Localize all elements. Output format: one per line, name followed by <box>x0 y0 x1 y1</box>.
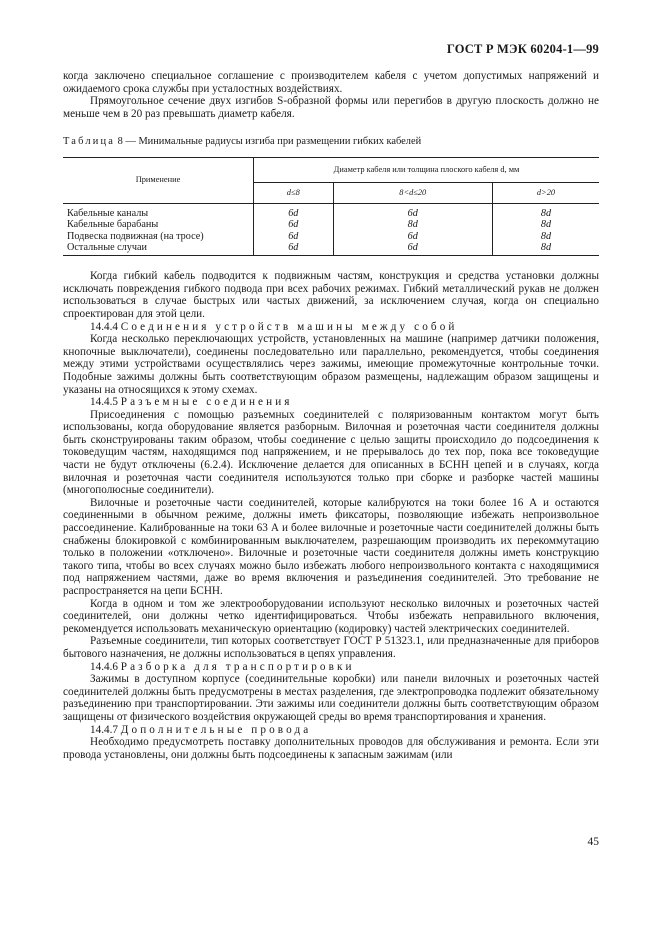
page-number: 45 <box>587 836 599 848</box>
table-cell: 8d <box>492 203 599 219</box>
paragraph: Когда в одном и том же электрооборудовании используют несколько вилочных и розеточных частей соединителей, они должны четко идентифицироваться. Чтобы избежать неправильного включения, рекомендуется использовать механическую ориентацию (кодировку) частей электрических соединителей. <box>63 597 599 635</box>
column-header-application: Применение <box>63 157 254 203</box>
table-cell: 6d <box>333 203 492 219</box>
section-number: 14.4.6 <box>90 660 118 673</box>
subcolumn-header: d>20 <box>492 182 599 203</box>
subcolumn-header: d≤8 <box>254 182 334 203</box>
table-row <box>63 203 599 219</box>
paragraph: Когда несколько переключающих устройств, установленных на машине (например датчики положения, кнопочные выключатели), соединены последовательно или параллельно, рекомендуется, чтобы соединения между этими устройствами осуществлялись через зажимы, имеющие промежуточные контрольные точки. Подобные зажимы должны быть соответствующим образом размещены, надлежащим образом защищены и указаны на относящихся к этому схемах. <box>63 333 599 396</box>
section-number: 14.4.7 <box>90 723 118 736</box>
table-row <box>63 219 599 230</box>
table-row <box>63 242 599 256</box>
paragraph: Зажимы в доступном корпусе (соединительные коробки) или панели вилочных и розеточных частей соединителей должны быть предусмотрены в местах разделения, где электропроводка подлежит обязательному разъединению при транспортировании. Эти зажимы или соединители должны быть соответствующим образом защищены от физического воздействия окружающей среды во время транспортирования и хранения. <box>63 673 599 723</box>
row-label: Кабельные барабаны <box>67 219 159 231</box>
section-number: 14.4.4 <box>90 320 118 333</box>
section-title: Разборка для транспортировки <box>120 660 355 673</box>
paragraph: Разъемные соединители, тип которых соответствует ГОСТ Р 51323.1, или предназначенные для приборов бытового назначения, не должны использоваться в цепях управления. <box>63 635 599 660</box>
table-caption-text: 8 — Минимальные радиусы изгиба при размещении гибких кабелей <box>117 136 422 148</box>
column-header-diameter: Диаметр кабеля или толщина плоского кабеля d, мм <box>254 157 600 182</box>
page-body <box>63 70 599 761</box>
table-row <box>63 231 599 242</box>
row-label: Остальные случаи <box>63 242 254 256</box>
section-heading <box>63 321 599 334</box>
section-title: Соединения устройств машины между собой <box>120 320 458 333</box>
table-cell: 6d <box>254 219 334 230</box>
table-cell: 8d <box>492 219 599 230</box>
table-caption <box>63 136 599 149</box>
table-caption-label: Таблица <box>63 136 116 148</box>
subcolumn-header: 8<d≤20 <box>333 182 492 203</box>
paragraph: когда заключено специальное соглашение с производителем кабеля с учетом допустимых напряжений и ожидаемого срока службы при усталостных воздействиях. <box>63 70 599 95</box>
section-title: Разъемные соединения <box>120 396 293 409</box>
paragraph: Прямоугольное сечение двух изгибов S-образной формы или перегибов в другую плоскость должно не меньше чем в 20 раз превышать диаметр кабеля. <box>63 95 599 120</box>
table-cell: 8d <box>333 219 492 230</box>
paragraph: Вилочные и розеточные части соединителей, которые калибруются на токи более 16 А и остаются соединенными в обычном режиме, должны иметь фиксаторы, позволяющие избежать непроизвольное рассоединение. Калиброванные на токи 63 А и более вилочные и розеточные части соединителей должны быть снабжены блокировкой с комбинированным выключателем, разрешающим производить их перекоммутацию только в положении «отключено». Вилочные и розеточные части соединителя должны иметь конструкцию такого типа, чтобы во всех случаях можно было избежать любого непроизвольного контакта с находящимися под напряжением частями, даже во время включения и разъединения соединителей. Это требование не распространяется на цепи БСНН. <box>63 496 599 597</box>
paragraph: Присоединения с помощью разъемных соединителей с поляризованным контактом могут быть использованы, когда оборудование является разборным. Вилочная и розеточная части соединителя должны быть сконструированы таким образом, чтобы соединение с целью защиты происходило до подсоединения к токоведущим частям, находящимся под напряжением, и не прерывалось до тех пор, пока все токоведущие части не будут отключены (6.2.4). Исключение делается для описанных в БСНН цепей и в случаях, когда вилочная и розеточная части соединителя используются только при сборке и разборке частей машины (многополюсные соединители). <box>63 408 599 497</box>
section-number: 14.4.5 <box>90 396 118 409</box>
section-heading <box>63 661 599 674</box>
document-header: ГОСТ Р МЭК 60204-1—99 <box>446 42 599 56</box>
paragraph: Необходимо предусмотреть поставку дополнительных проводов для обслуживания и ремонта. Если эти провода установлены, они должны быть подсоединены к запасным зажимам (или <box>63 736 599 761</box>
table-cell: 8d <box>492 242 599 256</box>
table-cell: 6d <box>254 242 334 256</box>
row-label: Кабельные каналы <box>67 207 149 219</box>
section-title: Дополнительные провода <box>120 723 312 736</box>
row-label: Подвеска подвижная (на тросе) <box>67 230 204 242</box>
table-cell: 8d <box>492 231 599 242</box>
table-cell: 6d <box>333 231 492 242</box>
section-heading <box>63 396 599 409</box>
table-cell: 6d <box>333 242 492 256</box>
table-cell: 6d <box>254 231 334 242</box>
paragraph: Когда гибкий кабель подводится к подвижным частям, конструкция и средства установки должны исключать повреждения гибкого подвода при всех рабочих режимах. Гибкий металлический рукав не должен использоваться в случае быстрых или частых движений, за исключением случая, когда он специально спроектирован для этой цели. <box>63 270 599 320</box>
bend-radius-table <box>63 157 599 256</box>
section-heading <box>63 724 599 737</box>
table-cell: 6d <box>254 203 334 219</box>
